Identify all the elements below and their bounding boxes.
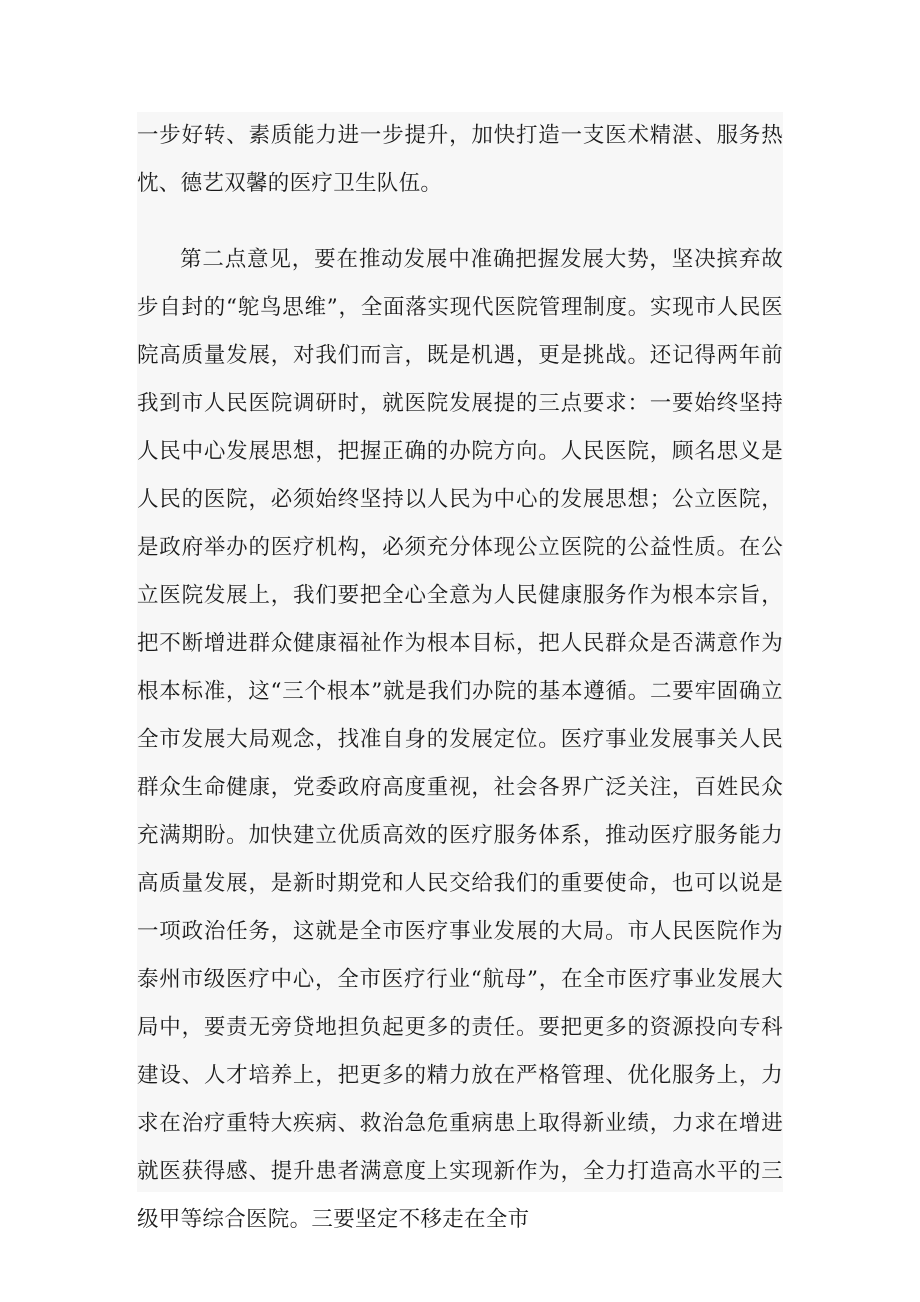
paragraph-continued: 一步好转、素质能力进一步提升，加快打造一支医术精湛、服务热忱、德艺双馨的医疗卫生队伍。	[137, 123, 783, 196]
paragraph-second-opinion: 第二点意见，要在推动发展中准确把握发展大势，坚决摈弃故步自封的“鸵鸟思维”，全面落实现代医院管理制度。实现市人民医院高质量发展，对我们而言，既是机遇，更是挑战。还记得两年前我到市人民医院调研时，就医院发展提的三点要求：一要始终坚持人民中心发展思想，把握正确的办院方向。人民医院，顾名思义是人民的医院，必须始终坚持以人民为中心的发展思想；公立医院，是政府举办的医疗机构，必须充分体现公立医院的公益性质。在公立医院发展上，我们要把全心全意为人民健康服务作为根本宗旨，把不断增进群众健康福祉作为根本目标，把人民群众是否满意作为根本标准，这“三个根本”就是我们办院的基本遵循。二要牢固确立全市发展大局观念，找准自身的发展定位。医疗事业发展事关人民群众生命健康，党委政府高度重视，社会各界广泛关注，百姓民众充满期盼。加快建立优质高效的医疗服务体系，推动医疗服务能力高质量发展，是新时期党和人民交给我们的重要使命，也可以说是一项政治任务，这就是全市医疗事业发展的大局。市人民医院作为泰州市级医疗中心，全市医疗行业“航母”，在全市医疗事业发展大局中，要责无旁贷地担负起更多的责任。要把更多的资源投向专科建设、人才培养上，把更多的精力放在严格管理、优化服务上，力求在治疗重特大疾病、救治急危重病患上取得新业绩，力求在增进就医获得感、提升患者满意度上实现新作为，全力打造高水平的三级甲等综合医院。三要坚定不移走在全市	[137, 247, 783, 1232]
document-body	[137, 112, 783, 1232]
